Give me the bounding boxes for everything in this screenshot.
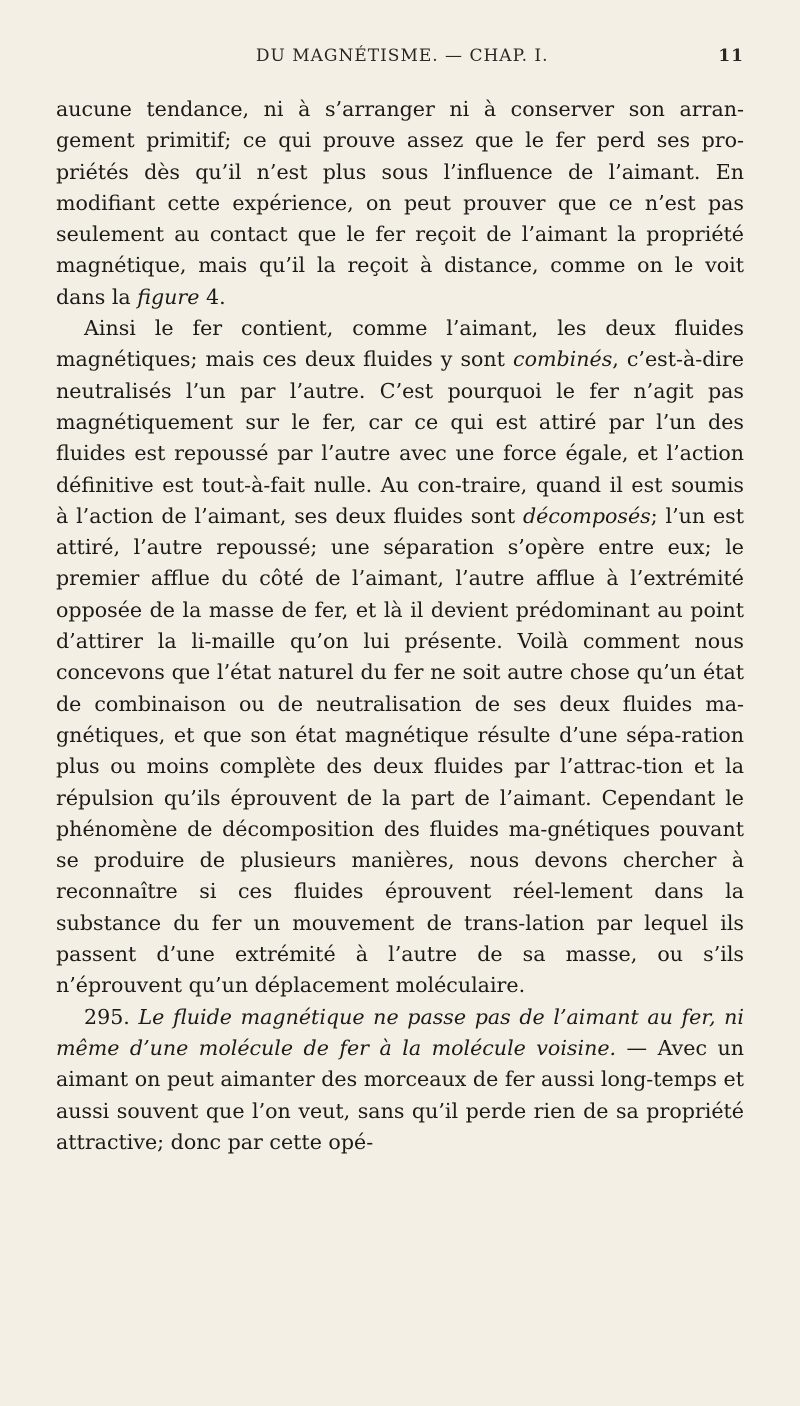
running-head	[56, 46, 744, 66]
italic-segment: combinés	[513, 347, 613, 372]
section-heading: Le fluide magnétique ne passe pas de l’aimant au fer, ni même d’une molécule de fer à la molécule voisine.	[56, 1004, 744, 1060]
text-segment: aucune tendance, ni à s’arranger ni à conserver son arran-gement primitif; ce qui prouve assez que le fer perd ses pro-priétés dès qu’il n’est plus sous l’influence de l’aimant. En modifiant cette expérience, on peut prouver que ce n’est pas seulement au contact que le fer reçoit de l’aimant la propriété magnétique, mais qu’il la reçoit à distance, comme on le voit dans la	[56, 97, 744, 309]
body-text	[56, 94, 744, 1158]
text-segment: — Avec un aimant on peut aimanter des morceaux de fer aussi long-temps et aussi souvent que l’on veut, sans qu’il perde rien de sa propriété attractive; donc par cette opé-	[56, 1035, 744, 1154]
text-segment: Ainsi le fer contient, comme l’aimant, les deux fluides magnétiques; mais ces deux fluides y sont	[56, 316, 744, 372]
section-number: 295.	[84, 1004, 139, 1029]
page-number: 11	[718, 46, 744, 66]
paragraph	[56, 94, 744, 313]
paragraph	[56, 313, 744, 1002]
text-segment: ; l’un est attiré, l’autre repoussé; une séparation s’opère entre eux; le premier afflue du côté de l’aimant, l’autre afflue à l’extrémité opposée de la masse de fer, et là il devient prédominant au point d’attirer la li-maille qu’on lui présente. Voilà comment nous concevons que l’état naturel du fer ne soit autre chose qu’un état de combinaison ou de neutralisation de ses deux fluides ma-gnétiques, et que son état magnétique résulte d’une sépa-ration plus ou moins complète des deux fluides par l’attrac-tion et la répulsion qu’ils éprouvent de la part de l’aimant. Cependant le phénomène de décomposition des fluides ma-gnétiques pouvant se produire de plusieurs manières, nous devons chercher à reconnaître si ces fluides éprouvent réel-lement dans la substance du fer un mouvement de trans-lation par lequel ils passent d’une extrémité à l’autre de sa masse, ou s’ils n’éprouvent qu’un déplacement moléculaire.	[56, 503, 744, 998]
section-paragraph	[56, 1002, 744, 1158]
text-segment: 4.	[199, 284, 226, 309]
italic-segment: figure	[137, 284, 200, 309]
running-head-title: DU MAGNÉTISME. — CHAP. I.	[255, 46, 549, 66]
italic-segment: décomposés	[523, 503, 651, 528]
text-segment: , c’est-à-dire neutralisés l’un par l’autre. C’est pourquoi le fer n’agit pas magnétiquement sur le fer, car ce qui est attiré par l’un des fluides est repoussé par l’autre avec une force égale, et l’action définitive est tout-à-fait nulle. Au con-traire, quand il est soumis à l’action de l’aimant, ses deux fluides sont	[56, 347, 744, 528]
